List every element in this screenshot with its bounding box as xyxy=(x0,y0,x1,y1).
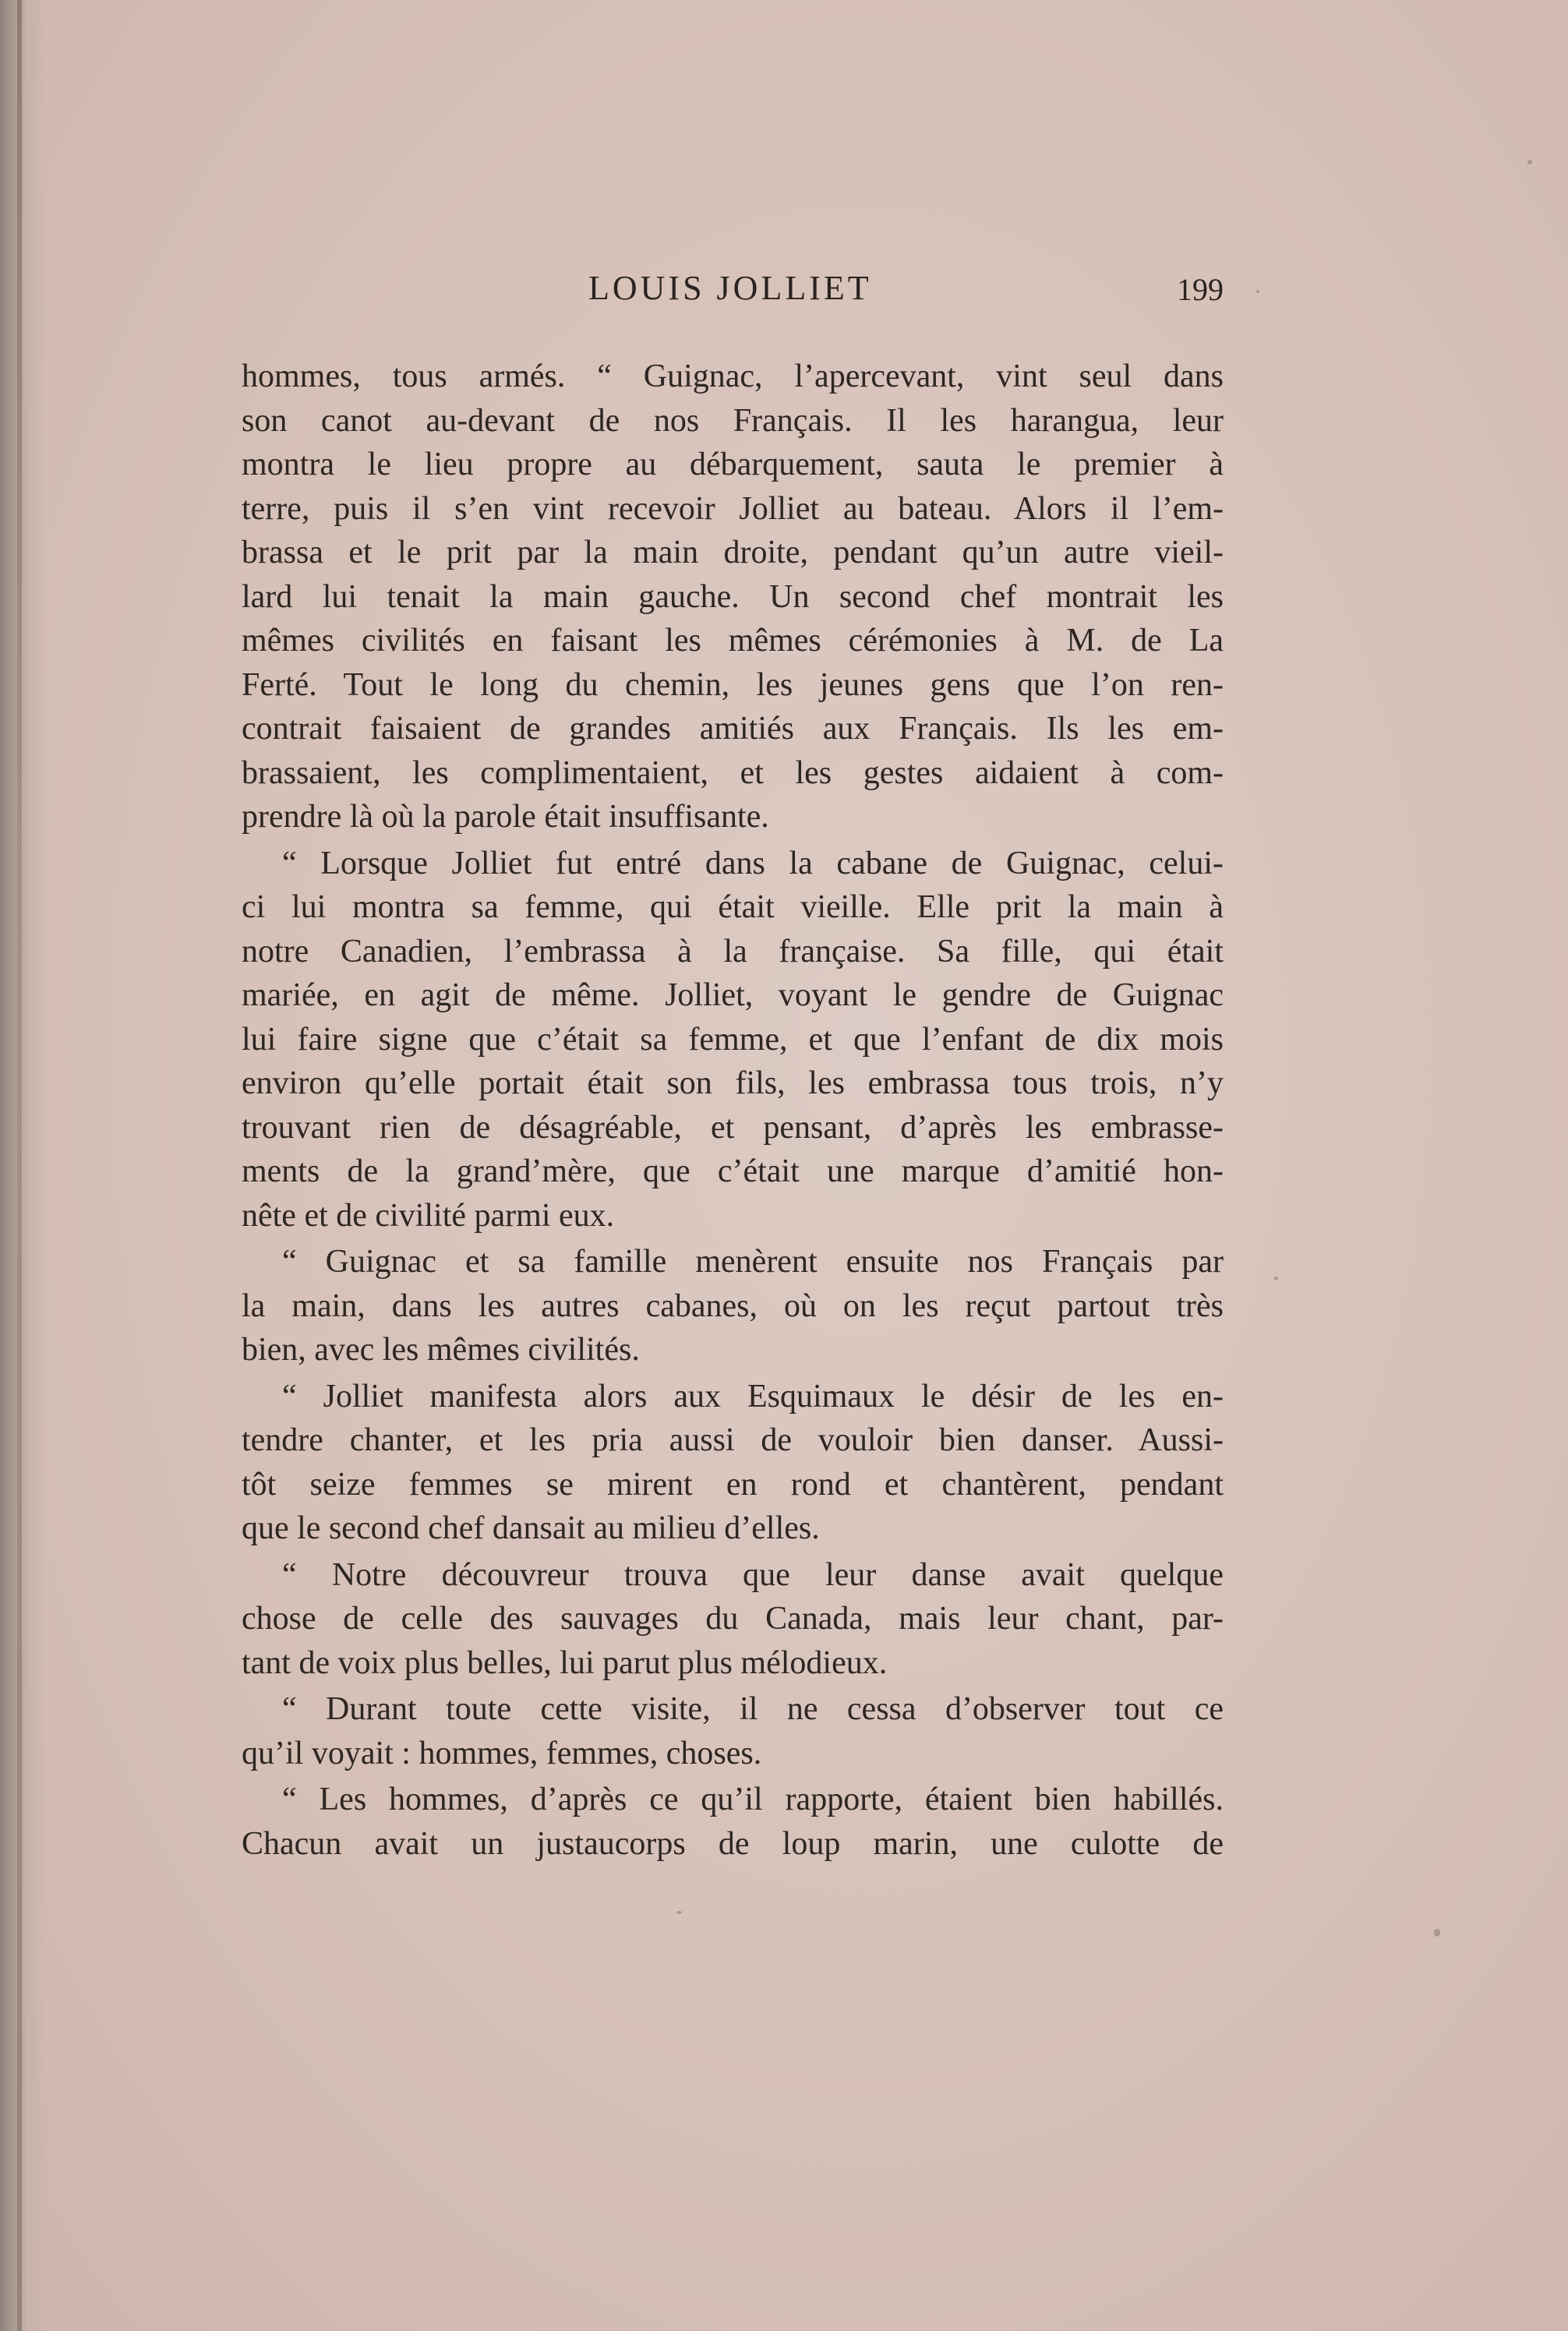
text-line: brassaient, les complimentaient, et les gestes aidaient à com- xyxy=(242,754,1224,791)
text-line: tant de voix plus belles, lui parut plus mélodieux. xyxy=(242,1644,888,1681)
paragraph xyxy=(242,1240,1224,1372)
text-line: prendre là où la parole était insuffisante. xyxy=(242,799,769,835)
text-line: “ Durant toute cette visite, il ne cessa d’observer tout ce xyxy=(282,1691,1224,1727)
paragraph xyxy=(242,842,1224,1238)
text-line: Chacun avait un justaucorps de loup marin, une culotte de xyxy=(242,1825,1224,1862)
text-line: hommes, tous armés. “ Guignac, l’apercevant, vint seul dans xyxy=(242,358,1224,394)
text-line: “ Guignac et sa famille menèrent ensuite nos Français par xyxy=(282,1244,1224,1280)
text-line: ci lui montra sa femme, qui était vieille. Elle prit la main à xyxy=(242,889,1224,925)
text-line: Ferté. Tout le long du chemin, les jeunes gens que l’on ren- xyxy=(242,666,1224,703)
paper-speck xyxy=(1274,1277,1278,1280)
paragraph xyxy=(242,1375,1224,1551)
paper-speck xyxy=(1527,160,1532,164)
page-header xyxy=(242,265,1224,320)
text-line: tôt seize femmes se mirent en rond et chantèrent, pendant xyxy=(242,1466,1224,1503)
text-line: environ qu’elle portait était son fils, les embrassa tous trois, n’y xyxy=(242,1065,1224,1101)
text-line: trouvant rien de désagréable, et pensant, d’après les embrasse- xyxy=(242,1109,1224,1146)
text-line: son canot au-devant de nos Français. Il les harangua, leur xyxy=(242,402,1224,439)
paper-speck xyxy=(1434,1929,1440,1937)
paragraph xyxy=(242,1778,1224,1866)
text-line: “ Notre découvreur trouva que leur danse avait quelque xyxy=(282,1556,1224,1593)
text-line: montra le lieu propre au débarquement, sauta le premier à xyxy=(242,447,1224,482)
text-line: tendre chanter, et les pria aussi de vouloir bien danser. Aussi- xyxy=(242,1422,1224,1458)
paragraph xyxy=(242,1553,1224,1686)
text-line: lard lui tenait la main gauche. Un second chef montrait les xyxy=(242,578,1224,615)
text-line: chose de celle des sauvages du Canada, mais leur chant, par- xyxy=(242,1601,1224,1637)
paper-speck xyxy=(676,1911,682,1914)
text-line: contrait faisaient de grandes amitiés aux Français. Ils les em- xyxy=(242,711,1224,747)
text-line: nête et de civilité parmi eux. xyxy=(242,1197,615,1234)
text-line: notre Canadien, l’embrassa à la française. Sa fille, qui était xyxy=(242,933,1224,969)
paper-speck xyxy=(1256,290,1259,293)
page-number: 199 xyxy=(1177,272,1224,307)
text-line: “ Lorsque Jolliet fut entré dans la cabane de Guignac, celui- xyxy=(282,845,1224,881)
text-line: mêmes civilités en faisant les mêmes cérémonies à M. de La xyxy=(242,623,1224,659)
text-line: “ Les hommes, d’après ce qu’il rapporte, étaient bien habillés. xyxy=(282,1782,1224,1817)
paragraph xyxy=(242,355,1224,839)
text-line: lui faire signe que c’était sa femme, et que l’enfant de dix mois xyxy=(242,1021,1224,1058)
binding-gutter-line xyxy=(17,0,22,2331)
text-line: la main, dans les autres cabanes, où on les reçut partout très xyxy=(242,1287,1224,1324)
paragraph xyxy=(242,1687,1224,1775)
text-line: que le second chef dansait au milieu d’elles. xyxy=(242,1510,820,1546)
text-line: bien, avec les mêmes civilités. xyxy=(242,1332,640,1368)
body-text xyxy=(242,355,1224,1866)
running-title: LOUIS JOLLIET xyxy=(588,269,872,307)
text-line: qu’il voyait : hommes, femmes, choses. xyxy=(242,1735,762,1771)
page-binding-edge xyxy=(0,0,47,2331)
text-line: “ Jolliet manifesta alors aux Esquimaux le désir de les en- xyxy=(282,1378,1224,1414)
text-line: mariée, en agit de même. Jolliet, voyant le gendre de Guignac xyxy=(242,977,1224,1013)
text-line: ments de la grand’mère, que c’était une marque d’amitié hon- xyxy=(242,1153,1224,1189)
text-line: brassa et le prit par la main droite, pendant qu’un autre vieil- xyxy=(242,535,1224,570)
text-line: terre, puis il s’en vint recevoir Jolliet au bateau. Alors il l’em- xyxy=(242,490,1224,527)
